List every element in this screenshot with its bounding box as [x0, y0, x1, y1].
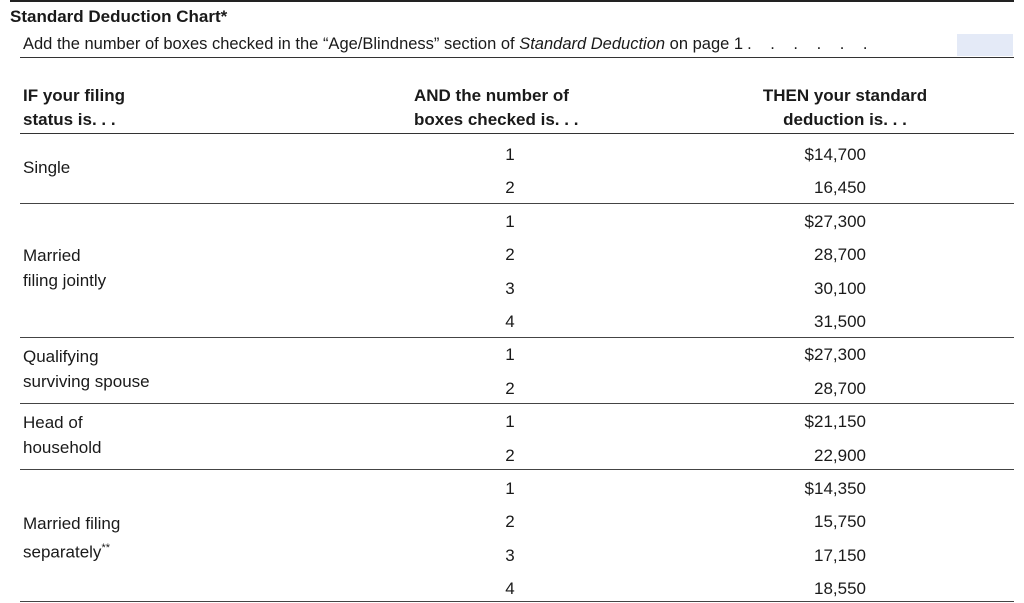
boxes-cell: 2: [505, 245, 515, 264]
entry-box[interactable]: [957, 34, 1013, 56]
status-line: [23, 536, 120, 565]
status-line: Head of: [23, 413, 83, 432]
deduction-cell: 30,100: [814, 279, 866, 298]
status-single: [23, 155, 70, 180]
boxes-cell: 1: [505, 145, 515, 164]
boxes-cell: 1: [505, 479, 515, 498]
deduction-cell: 28,700: [814, 245, 866, 264]
boxes-cell: 2: [505, 379, 515, 398]
header-filing-status: [23, 84, 125, 132]
group-divider: [20, 403, 1014, 404]
header-line: AND the number of: [414, 86, 569, 105]
status-line: surviving spouse: [23, 372, 150, 391]
instruction-line: [23, 35, 875, 54]
deduction-cell: 31,500: [814, 312, 866, 331]
deduction-cell: $27,300: [804, 212, 866, 231]
header-line: boxes checked is. . .: [414, 110, 579, 129]
status-head-of-household: [23, 410, 101, 460]
boxes-cell: 1: [505, 212, 515, 231]
instruction-rule: [20, 57, 1014, 58]
boxes-cell: 2: [505, 178, 515, 197]
boxes-cell: 3: [505, 279, 515, 298]
status-line: Single: [23, 158, 71, 177]
deduction-cell: $27,300: [804, 345, 866, 364]
bottom-rule: [20, 601, 1014, 602]
instruction-italic: Standard Deduction: [519, 35, 666, 53]
instruction-prefix: Add the number of boxes checked in the “Age/Blindness” section of: [23, 35, 520, 53]
boxes-cell: 3: [505, 546, 515, 565]
deduction-cell: $14,700: [804, 145, 866, 164]
status-married-separately: [23, 511, 120, 565]
header-line: THEN your standard: [762, 86, 928, 105]
footnote-mark: **: [101, 542, 110, 554]
boxes-cell: 4: [505, 579, 515, 598]
header-line: IF your filing: [23, 86, 125, 105]
status-line: filing jointly: [23, 271, 107, 290]
status-line: Married filing: [23, 514, 121, 533]
deduction-cell: $21,150: [804, 412, 866, 431]
status-line-text: separately: [23, 542, 102, 562]
header-rule: [20, 133, 1014, 134]
boxes-cell: 1: [505, 412, 515, 431]
boxes-cell: 2: [505, 512, 515, 531]
deduction-cell: 17,150: [814, 546, 866, 565]
deduction-cell: 15,750: [814, 512, 866, 531]
group-divider: [20, 469, 1014, 470]
deduction-cell: 18,550: [814, 579, 866, 598]
group-divider: [20, 337, 1014, 338]
chart-title: Standard Deduction Chart*: [10, 7, 228, 26]
status-line: Qualifying: [23, 347, 99, 366]
boxes-cell: 4: [505, 312, 515, 331]
status-line: Married: [23, 246, 81, 265]
header-deduction: [730, 84, 960, 132]
top-border: [10, 0, 1014, 2]
status-married-jointly: [23, 243, 106, 293]
group-divider: [20, 203, 1014, 204]
header-line: status is. . .: [23, 110, 116, 129]
header-boxes-checked: [414, 84, 578, 132]
deduction-cell: 28,700: [814, 379, 866, 398]
deduction-cell: 22,900: [814, 446, 866, 465]
status-line: household: [23, 438, 102, 457]
boxes-cell: 2: [505, 446, 515, 465]
instruction-suffix: on page 1: [665, 35, 744, 53]
leader-dots: . . . . . .: [747, 35, 875, 53]
boxes-cell: 1: [505, 345, 515, 364]
deduction-cell: $14,350: [804, 479, 866, 498]
header-line: deduction is. . .: [783, 110, 907, 129]
status-qualifying-spouse: [23, 344, 150, 394]
deduction-cell: 16,450: [814, 178, 866, 197]
